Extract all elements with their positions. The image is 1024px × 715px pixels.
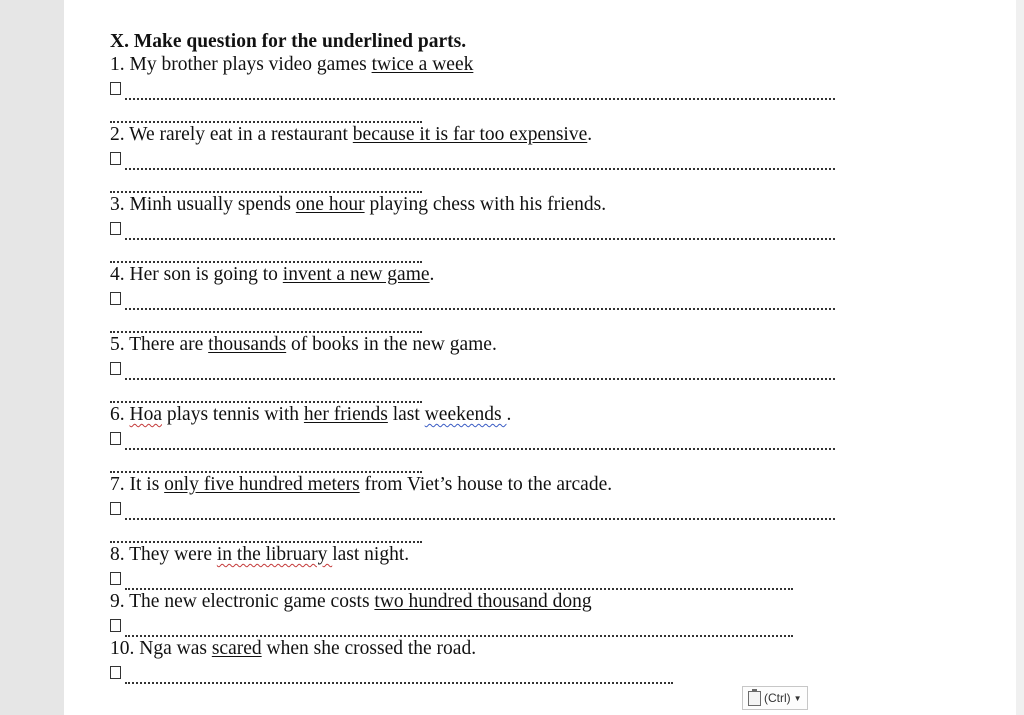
dotted-line: [125, 84, 835, 100]
answer-line-4b[interactable]: [110, 310, 850, 333]
dotted-line: [110, 527, 422, 543]
dotted-line: [125, 294, 835, 310]
answer-line-4[interactable]: [110, 287, 850, 310]
paste-options-label: (Ctrl): [764, 691, 791, 705]
exercise-content: [110, 30, 850, 684]
question-text: 7. It is: [110, 474, 165, 495]
underlined-part: only five hundred meters: [164, 474, 360, 495]
question-5: [110, 333, 850, 357]
underlined-part: thousands: [208, 334, 287, 355]
question-8: [110, 543, 850, 567]
dotted-line: [125, 364, 835, 380]
exercise-title: X. Make question for the underlined parts.: [110, 31, 467, 52]
question-9: [110, 590, 850, 614]
vertical-scrollbar[interactable]: [1016, 0, 1024, 715]
question-2: [110, 123, 850, 147]
dotted-line: [125, 574, 793, 590]
question-text: 8. They were: [110, 544, 217, 565]
underlined-part: one hour: [295, 194, 365, 215]
checkbox-icon: [110, 152, 121, 165]
question-text: 2. We rarely eat in a restaurant: [110, 124, 353, 145]
answer-line-9[interactable]: [110, 614, 850, 637]
checkbox-icon: [110, 619, 121, 632]
question-text: 9. The new electronic game costs: [110, 591, 375, 612]
dotted-line: [110, 107, 422, 123]
question-1: [110, 53, 850, 77]
dotted-line: [125, 621, 793, 637]
answer-line-2b[interactable]: [110, 170, 850, 193]
question-text: 4. Her son is going to: [110, 264, 283, 285]
answer-line-7b[interactable]: [110, 520, 850, 543]
underlined-part: in the libruary: [216, 544, 333, 565]
dotted-line: [125, 224, 835, 240]
question-text: 5. There are: [110, 334, 209, 355]
underlined-part: Hoa: [129, 404, 162, 425]
question-6: [110, 403, 850, 427]
question-text-end: of books in the new game.: [286, 334, 497, 355]
checkbox-icon: [110, 666, 121, 679]
question-7: [110, 473, 850, 497]
underlined-part: scared: [211, 638, 262, 659]
dotted-line: [110, 177, 422, 193]
question-text-end: last night.: [332, 544, 410, 565]
dotted-line: [125, 434, 835, 450]
question-text-end: from Viet’s house to the arcade.: [359, 474, 613, 495]
answer-line-2[interactable]: [110, 147, 850, 170]
question-4: [110, 263, 850, 287]
underlined-part: because it is far too expensive: [352, 124, 588, 145]
dotted-line: [110, 317, 422, 333]
question-text-end: .: [587, 124, 593, 145]
dropdown-caret-icon: ▼: [793, 693, 802, 703]
checkbox-icon: [110, 432, 121, 445]
dotted-line: [110, 457, 422, 473]
dotted-line: [125, 668, 673, 684]
answer-line-8[interactable]: [110, 567, 850, 590]
question-text-end: .: [429, 264, 435, 285]
dotted-line: [125, 154, 835, 170]
underlined-part: twice a week: [371, 54, 474, 75]
question-text-end: .: [506, 404, 512, 425]
question-text: 6.: [110, 404, 130, 425]
answer-line-3[interactable]: [110, 217, 850, 240]
dotted-line: [110, 247, 422, 263]
checkbox-icon: [110, 292, 121, 305]
question-text: 1. My brother plays video games: [110, 54, 372, 75]
underlined-part-3: weekends: [424, 404, 507, 425]
answer-line-1[interactable]: [110, 77, 850, 100]
underlined-part: invent a new game: [282, 264, 430, 285]
checkbox-icon: [110, 222, 121, 235]
question-3: [110, 193, 850, 217]
underlined-part-2: her friends: [303, 404, 388, 425]
answer-line-1b[interactable]: [110, 100, 850, 123]
question-text-mid-2: last: [387, 404, 425, 425]
answer-line-6b[interactable]: [110, 450, 850, 473]
question-text-mid: plays tennis with: [162, 404, 304, 425]
answer-line-5[interactable]: [110, 357, 850, 380]
dotted-line: [110, 387, 422, 403]
question-text: 10. Nga was: [110, 638, 212, 659]
answer-line-7[interactable]: [110, 497, 850, 520]
question-text-end: playing chess with his friends.: [364, 194, 607, 215]
answer-line-3b[interactable]: [110, 240, 850, 263]
dotted-line: [125, 504, 835, 520]
checkbox-icon: [110, 362, 121, 375]
question-10: [110, 637, 850, 661]
checkbox-icon: [110, 82, 121, 95]
checkbox-icon: [110, 502, 121, 515]
answer-line-10[interactable]: [110, 661, 850, 684]
checkbox-icon: [110, 572, 121, 585]
answer-line-5b[interactable]: [110, 380, 850, 403]
underlined-part: two hundred thousand dong: [374, 591, 592, 612]
question-text: 3. Minh usually spends: [110, 194, 296, 215]
question-text-end: when she crossed the road.: [261, 638, 477, 659]
paste-options-button[interactable]: [742, 686, 808, 710]
answer-line-6[interactable]: [110, 427, 850, 450]
clipboard-icon: [748, 691, 761, 706]
